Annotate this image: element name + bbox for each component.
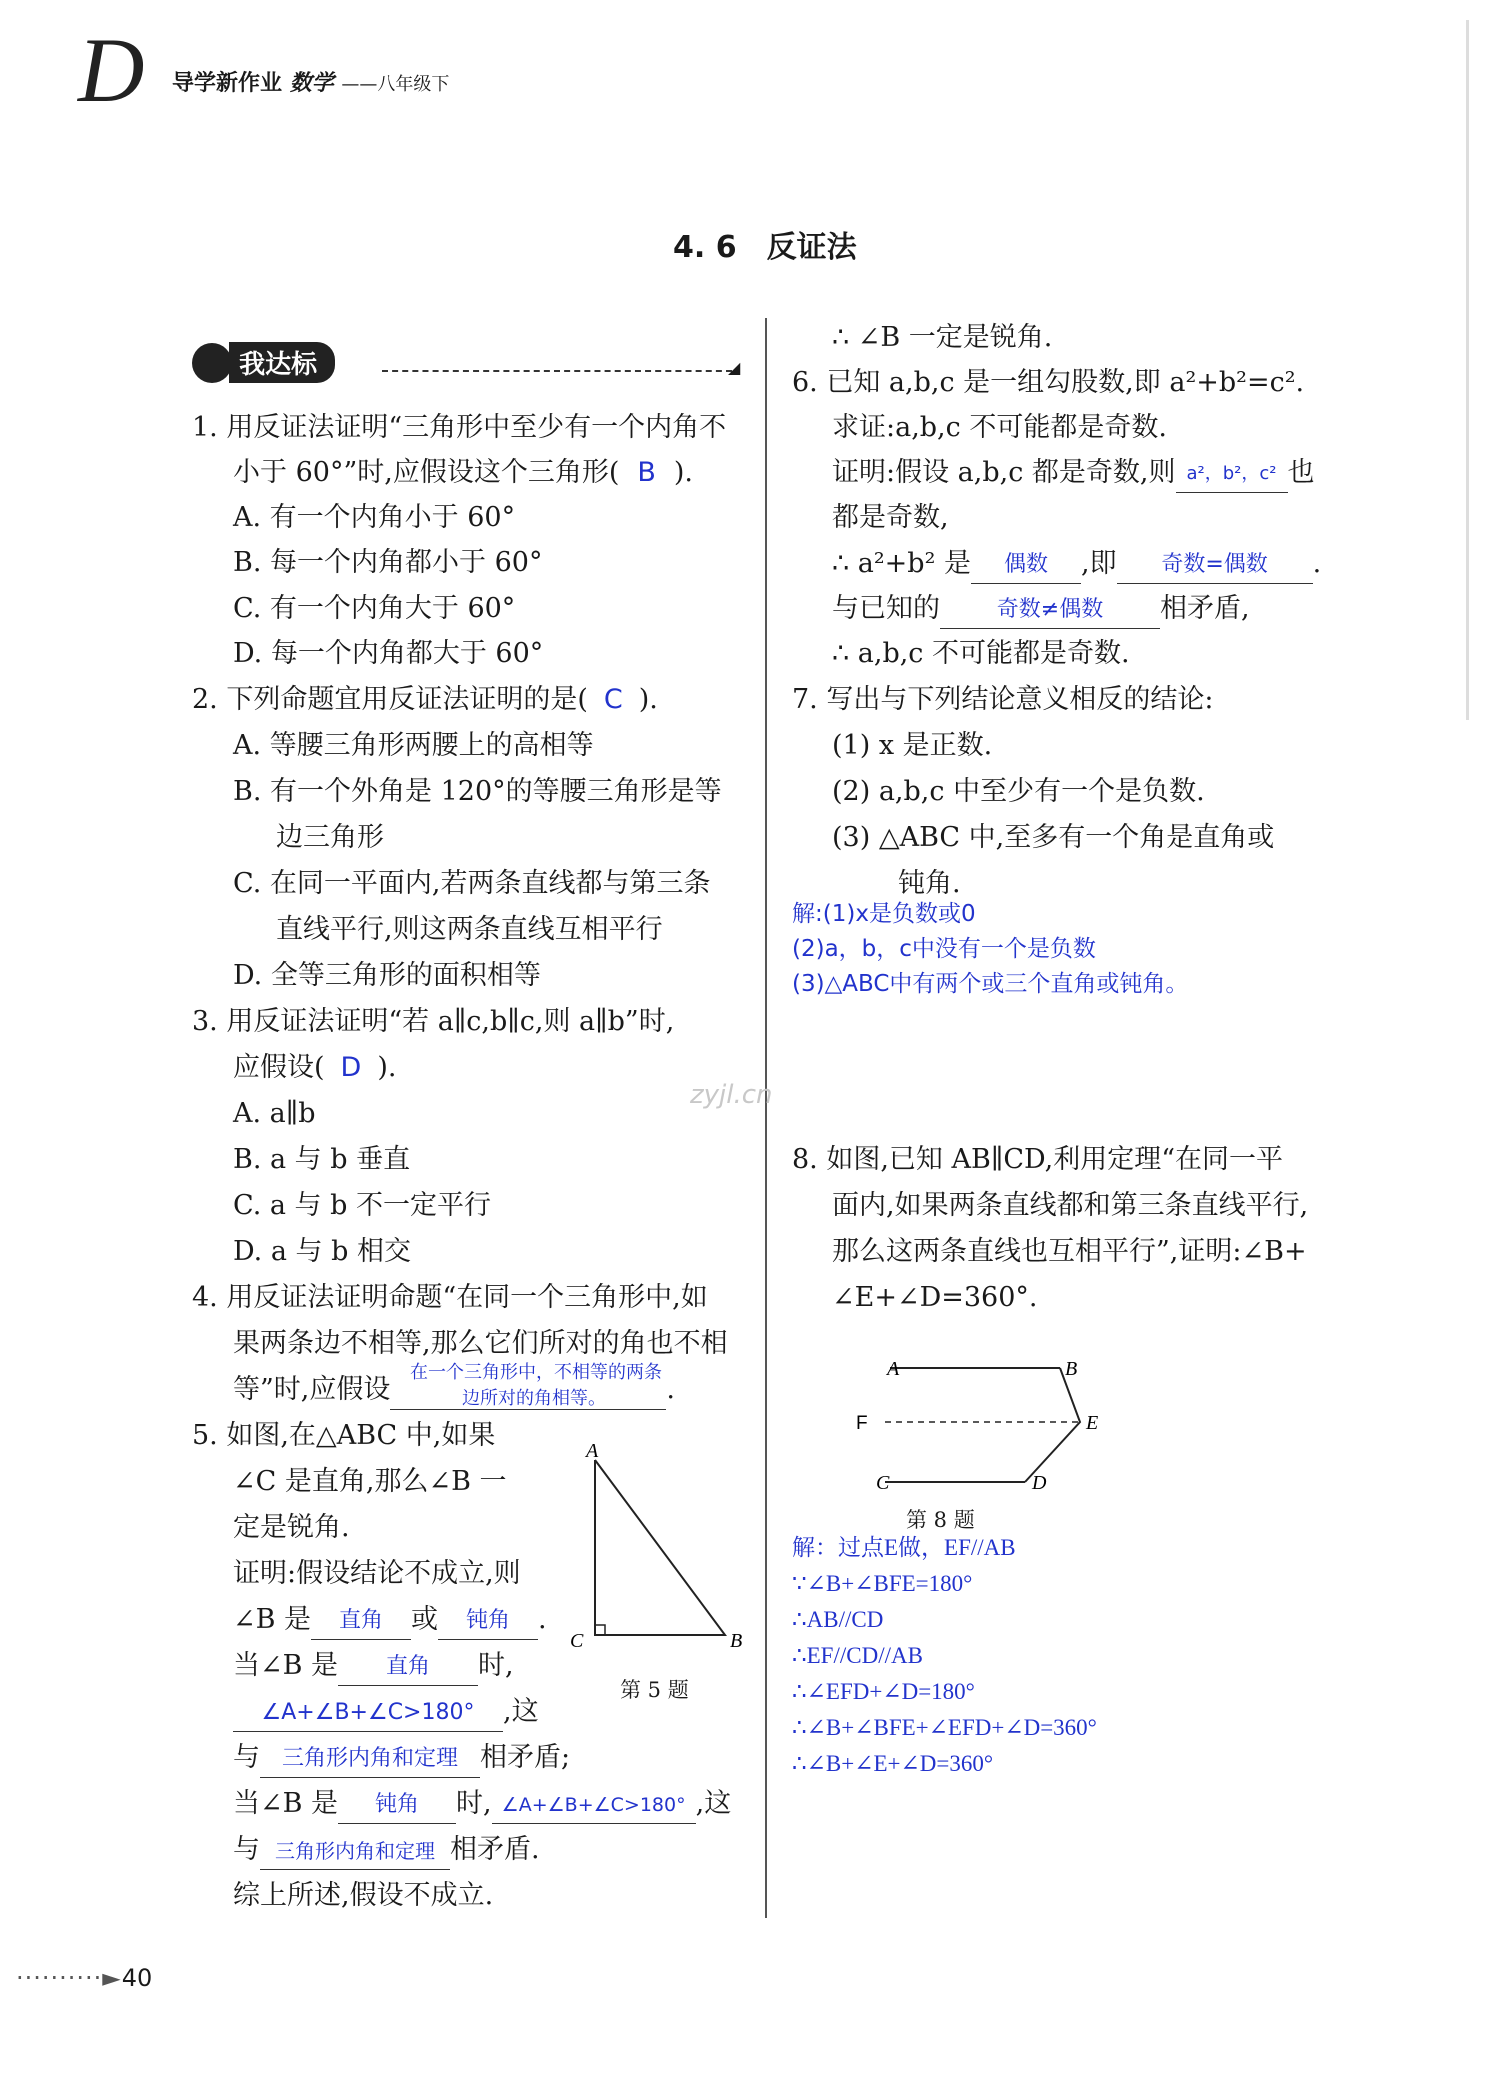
q6-blank-2: 偶数	[971, 547, 1081, 584]
q1-stem-end: ).	[673, 457, 694, 488]
q2-stem-end: ).	[638, 684, 658, 715]
q7-item-3-cont: 钝角.	[898, 868, 961, 899]
q7-item-3: (3) △ABC 中,至多有一个角是直角或	[832, 822, 1275, 853]
q6-proof-1-end: 也	[1287, 457, 1315, 488]
q5-blank-7: ∠A+∠B+∠C>180°	[492, 1787, 696, 1824]
q4-stem-text: 等”时,应假设	[233, 1374, 391, 1405]
q6-proof-3	[832, 544, 1321, 584]
q1-option-c: C. 有一个内角大于 60°	[233, 593, 516, 624]
right-angle-mark	[595, 1625, 605, 1635]
q6-proof-1-text: 证明:假设 a,b,c 都是奇数,则	[832, 457, 1176, 488]
q5-proof-6	[233, 1784, 731, 1824]
section-badge	[192, 342, 335, 383]
q5-proof-3	[233, 1646, 514, 1686]
q5-blank-8: 三角形内角和定理	[260, 1833, 450, 1870]
badge-label: 我达标	[229, 342, 335, 383]
q6-proof-4-end: 相矛盾,	[1160, 593, 1250, 624]
label-c: C	[570, 1630, 584, 1652]
book-name: 导学新作业	[172, 71, 283, 96]
q8-solution-6: ∴∠B+∠BFE+∠EFD+∠D=360°	[792, 1715, 1097, 1740]
q1-option-d: D. 每一个内角都大于 60°	[233, 638, 544, 669]
q6-proof-4	[832, 589, 1250, 629]
q8-solution-2: ∵∠B+∠BFE=180°	[792, 1571, 973, 1596]
label-a: A	[586, 1440, 599, 1462]
q5-blank-5: 三角形内角和定理	[260, 1741, 480, 1778]
q8-solution-7: ∴∠B+∠E+∠D=360°	[792, 1751, 994, 1776]
q1-stem-2	[233, 453, 693, 493]
q5-proof-5-end: 相矛盾;	[480, 1742, 571, 1773]
q8-stem-1: 8. 如图,已知 AB∥CD,利用定理“在同一平	[792, 1144, 1284, 1175]
q5-proof-4-end: ,这	[503, 1696, 539, 1727]
q3-stem-text: 应假设(	[233, 1052, 325, 1083]
label-b: B	[730, 1630, 743, 1652]
q1-answer: B	[637, 457, 656, 488]
q8-solution-3: ∴AB//CD	[792, 1607, 884, 1632]
q5-proof-3-when: 时,	[478, 1650, 514, 1681]
label-b: B	[1065, 1358, 1078, 1380]
q6-proof-1	[832, 453, 1315, 493]
q5-proof-7	[233, 1830, 540, 1870]
book-title	[172, 66, 449, 97]
q8-solution-5: ∴∠EFD+∠D=180°	[792, 1679, 975, 1704]
grade-label: ——八年级下	[341, 74, 450, 95]
q3-stem-end: ).	[377, 1052, 397, 1083]
logo-letter: D	[78, 19, 145, 121]
page-number-value: 40	[121, 1964, 153, 1992]
q2-answer: C	[603, 684, 623, 715]
q6-blank-3: 奇数=偶数	[1117, 547, 1313, 584]
q5-stem-3: 定是锐角.	[233, 1512, 350, 1543]
q5-blank-4: ∠A+∠B+∠C>180°	[233, 1695, 503, 1732]
q8-figure-caption: 第 8 题	[906, 1508, 975, 1532]
q5-conclusion-2: ∴ ∠B 一定是锐角.	[832, 322, 1053, 353]
label-f: F	[856, 1413, 868, 1434]
q3-option-d: D. a 与 b 相交	[233, 1236, 411, 1267]
label-e: E	[1086, 1412, 1099, 1434]
q5-proof-6-text: 当∠B 是	[233, 1788, 339, 1819]
q2-option-c-cont: 直线平行,则这两条直线互相平行	[276, 914, 663, 945]
q2-option-b: B. 有一个外角是 120°的等腰三角形是等	[233, 776, 722, 807]
q5-proof-1: 证明:假设结论不成立,则	[233, 1558, 521, 1589]
q3-answer: D	[340, 1052, 362, 1083]
q2-stem-text: 2. 下列命题宜用反证法证明的是(	[192, 684, 588, 715]
q6-blank-1: a²，b²，c²	[1176, 456, 1288, 493]
badge-icon	[192, 343, 232, 383]
q7-item-2: (2) a,b,c 中至少有一个是负数.	[832, 776, 1205, 807]
q6-proof-3-namely: ,即	[1081, 548, 1117, 579]
q5-conclusion: 综上所述,假设不成立.	[233, 1880, 494, 1911]
section-title: 4. 6 反证法	[673, 230, 857, 265]
q1-option-b: B. 每一个内角都小于 60°	[233, 547, 543, 578]
q6-conclusion: ∴ a,b,c 不可能都是奇数.	[832, 638, 1130, 669]
q5-proof-7-text: 与	[233, 1834, 260, 1865]
q5-blank-6: 钝角	[338, 1787, 456, 1824]
q3-stem-2	[233, 1048, 396, 1088]
q1-stem-1: 1. 用反证法证明“三角形中至少有一个内角不	[192, 412, 727, 443]
badge-dashed-line	[382, 370, 732, 372]
q5-proof-2-text: ∠B 是	[233, 1604, 312, 1635]
q2-option-c: C. 在同一平面内,若两条直线都与第三条	[233, 868, 711, 899]
q8-solution-4: ∴EF//CD//AB	[792, 1643, 923, 1668]
q5-stem-1: 5. 如图,在△ABC 中,如果	[192, 1420, 496, 1451]
q3-option-a: A. a∥b	[233, 1098, 316, 1129]
q5-blank-3: 直角	[338, 1649, 478, 1686]
watermark: zyjl.cn	[690, 1080, 773, 1110]
q5-proof-6-end: ,这	[695, 1788, 732, 1819]
q5-blank-1: 直角	[311, 1603, 411, 1640]
q6-blank-4: 奇数≠偶数	[940, 592, 1160, 629]
q2-option-b-cont: 边三角形	[276, 822, 384, 853]
column-divider	[765, 318, 767, 1918]
q5-proof-6-when: 时,	[456, 1788, 492, 1819]
q8-solution-1: 解：过点E做，EF//AB	[792, 1535, 1016, 1560]
q4-answer-line-2: 边所对的角相等。	[462, 1388, 606, 1409]
q8-figure	[840, 1345, 1120, 1505]
q6-proof-2: 都是奇数,	[832, 502, 949, 533]
q5-proof-2	[233, 1600, 547, 1640]
page-number	[16, 1964, 152, 1992]
q4-answer-line-1: 在一个三角形中，不相等的两条	[410, 1362, 662, 1383]
q7-item-1: (1) x 是正数.	[832, 730, 993, 761]
q7-solution-1: 解:(1)x是负数或0	[792, 901, 976, 927]
q4-stem-1: 4. 用反证法证明命题“在同一个三角形中,如	[192, 1282, 708, 1313]
q5-proof-2-or: 或	[411, 1604, 439, 1635]
page-number-leader: ··········►	[16, 1964, 122, 1992]
q6-proof-3-text: ∴ a²+b² 是	[832, 548, 971, 579]
q5-proof-3-text: 当∠B 是	[233, 1650, 339, 1681]
q5-triangle-figure	[560, 1435, 760, 1675]
subject-label: 数学	[289, 71, 334, 96]
q6-stem-1: 6. 已知 a,b,c 是一组勾股数,即 a²+b²=c².	[792, 367, 1305, 398]
q5-stem-2: ∠C 是直角,那么∠B 一	[233, 1466, 507, 1497]
q4-stem-2: 果两条边不相等,那么它们所对的角也不相	[233, 1328, 728, 1359]
q8-stem-4: ∠E+∠D=360°.	[832, 1282, 1038, 1313]
q7-stem: 7. 写出与下列结论意义相反的结论:	[792, 684, 1214, 715]
q3-option-c: C. a 与 b 不一定平行	[233, 1190, 491, 1221]
q2-option-d: D. 全等三角形的面积相等	[233, 960, 541, 991]
q5-figure-caption: 第 5 题	[620, 1678, 689, 1702]
q3-option-b: B. a 与 b 垂直	[233, 1144, 411, 1175]
q1-option-a: A. 有一个内角小于 60°	[233, 502, 516, 533]
q6-proof-4-text: 与已知的	[832, 593, 940, 624]
line-be-ed	[1025, 1368, 1080, 1482]
q8-stem-2: 面内,如果两条直线都和第三条直线平行,	[832, 1190, 1309, 1221]
q5-proof-2-end: .	[538, 1604, 547, 1635]
q7-solution-3: (3)△ABC中有两个或三个直角或钝角。	[792, 971, 1189, 997]
q6-proof-3-end: .	[1312, 548, 1322, 579]
q4-stem-end: .	[666, 1374, 675, 1405]
q2-stem	[192, 680, 658, 720]
label-a: A	[887, 1358, 900, 1380]
q7-solution-2: (2)a，b，c中没有一个是负数	[792, 936, 1096, 962]
q3-stem-1: 3. 用反证法证明“若 a∥c,b∥c,则 a∥b”时,	[192, 1006, 675, 1037]
triangle-abc	[595, 1460, 725, 1635]
q6-stem-2: 求证:a,b,c 不可能都是奇数.	[832, 412, 1167, 443]
label-c: C	[876, 1472, 890, 1494]
q2-option-a: A. 等腰三角形两腰上的高相等	[233, 730, 594, 761]
q5-blank-2: 钝角	[438, 1603, 538, 1640]
q1-stem-text: 小于 60°”时,应假设这个三角形(	[233, 457, 620, 488]
q5-proof-5-text: 与	[233, 1742, 260, 1773]
q5-proof-5	[233, 1738, 570, 1778]
q8-stem-3: 那么这两条直线也互相平行”,证明:∠B+	[832, 1236, 1307, 1267]
right-edge-rule	[1466, 20, 1469, 720]
badge-arrow: ◢	[728, 358, 741, 377]
q5-proof-7-end: 相矛盾.	[450, 1834, 540, 1865]
label-d: D	[1032, 1472, 1047, 1494]
q5-proof-4	[233, 1692, 539, 1732]
